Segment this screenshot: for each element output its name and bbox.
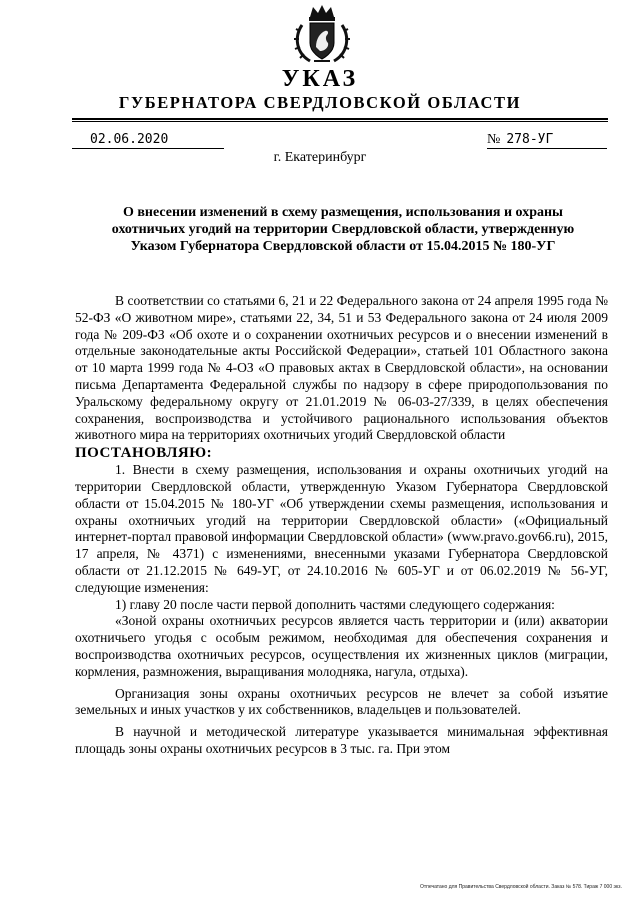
document-title-line: О внесении изменений в схему размещения, использования и охраны <box>122 205 563 220</box>
clause-paragraph: В научной и методической литературе указывается минимальная эффективная площадь зоны охраны охотничьих ресурсов в 3 тыс. га. При этом <box>75 724 608 756</box>
clause-paragraph: «Зоной охраны охотничьих ресурсов является часть территории и (или) акватории охотничьего угодья с особым режимом, необходимая для обеспечения сохранения и воспроизводства охотничьих ресурсов, осуществления их жизненных циклов (миграции, кормления, размножения, выращивания молодняка, нагула, отдыха). <box>75 613 608 679</box>
clause-paragraph: 1. Внести в схему размещения, использования и охраны охотничьих угодий на территории Свердловской области, утвержденную Указом Губернатора Свердловской области от 15.04.2015 № 180-УГ «Об утверждении схемы размещения, использования и охраны охотничьих угодий на территории Свердловской области» («Официальный интернет-портал правовой информации Свердловской области» (www.pravo.gov66.ru), 2015, 17 апреля, № 4371) с изменениями, внесенными указами Губернатора Свердловской области от 21.12.2015 № 649-УГ, от 24.10.2016 № 605-УГ и от 06.02.2019 № 56-УГ, следующие изменения: <box>75 462 608 595</box>
clause-paragraph: 1) главу 20 после части первой дополнить частями следующего содержания: <box>115 596 555 612</box>
city-line: г. Екатеринбург <box>273 150 367 165</box>
clause-paragraph: Организация зоны охраны охотничьих ресурсов не влечет за собой изъятие земельных и иных участков у их собственников, владельцев и пользователей. <box>75 685 608 718</box>
document-title-line: Указом Губернатора Свердловской области от 15.04.2015 № 180-УГ <box>130 239 556 254</box>
decree-date: 02.06.2020 <box>72 131 224 149</box>
header-rule <box>72 118 608 120</box>
document-title <box>78 204 608 255</box>
issuer-subtitle: ГУБЕРНАТОРА СВЕРДЛОВСКОЙ ОБЛАСТИ <box>118 93 522 112</box>
document-body <box>75 293 608 758</box>
document-title-line: охотничьих угодий на территории Свердловской области, утвержденную <box>111 222 575 237</box>
coat-of-arms-icon <box>292 3 352 65</box>
number-sign: № <box>487 132 501 147</box>
decree-keyword: ПОСТАНОВЛЯЮ: <box>75 445 213 462</box>
header-rule-thin <box>72 121 608 122</box>
decree-number-field <box>487 131 607 149</box>
preamble-paragraph: В соответствии со статьями 6, 21 и 22 Федерального закона от 24 апреля 1995 года № 52-ФЗ «О животном мире», статьями 22, 34, 51 и 53 Федерального закона от 24 июля 2009 года № 209-ФЗ «Об охоте и о сохранении охотничьих ресурсов и о внесении изменений в отдельные законодательные акты Российской Федерации», статьей 101 Областного закона от 10 марта 1999 года № 4-ОЗ «О правовых актах в Свердловской области», на основании письма Департамента Федеральной службы по надзору в сфере природопользования по Уральскому федеральному округу от 21.01.2019 № 06-03-27/339, в целях обеспечения сохранения, воспроизводства и устойчивого рационального использования объектов животного мира на территориях охотничьих угодий Свердловской области <box>75 293 608 443</box>
decree-number: 278-УГ <box>506 132 554 147</box>
print-footer-note: Отпечатано для Правительства Свердловской области. Заказ № 578. Тираж 7 000 экз. <box>420 884 622 890</box>
decree-title: УКАЗ <box>281 66 359 92</box>
